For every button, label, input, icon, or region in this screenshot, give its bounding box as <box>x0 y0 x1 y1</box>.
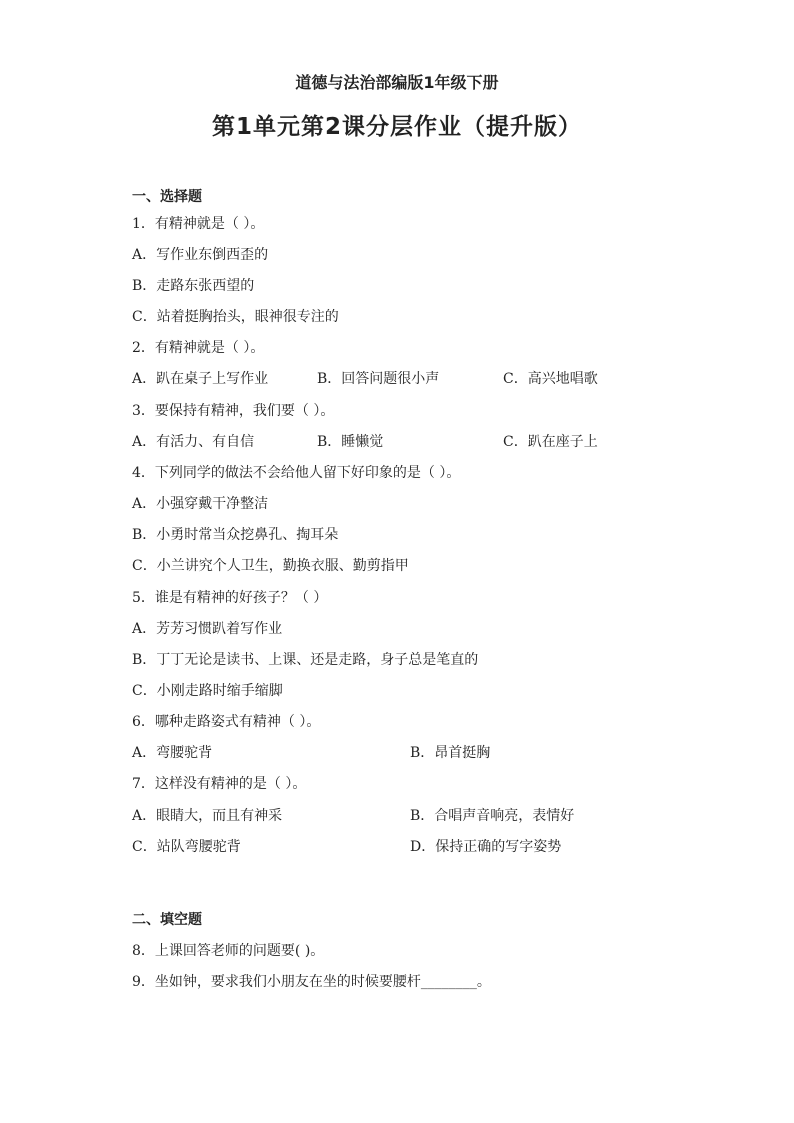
question-4-option-a: A．小强穿戴干净整洁 <box>132 496 269 512</box>
question-3-stem: 3．要保持有精神，我们要（ ）。 <box>132 403 335 419</box>
question-6-option-b: B．昂首挺胸 <box>410 745 491 761</box>
question-7-option-b: B．合唱声音响亮，表情好 <box>410 808 575 824</box>
question-4-option-b: B．小勇时常当众挖鼻孔、掏耳朵 <box>132 527 339 543</box>
question-3-option-c: C．趴在座子上 <box>503 434 598 450</box>
question-1-option-a: A．写作业东倒西歪的 <box>132 247 269 263</box>
question-5-stem: 5．谁是有精神的好孩子？（ ） <box>132 590 328 606</box>
question-1-stem: 1．有精神就是（ ）。 <box>132 216 265 232</box>
question-8-stem: 8．上课回答老师的问题要( )。 <box>132 943 325 959</box>
question-7-option-a: A．眼睛大，而且有神采 <box>132 808 283 824</box>
question-2-option-b: B．回答问题很小声 <box>317 371 440 387</box>
question-6-option-a: A．弯腰驼背 <box>132 745 213 761</box>
question-5-option-a: A．芳芳习惯趴着写作业 <box>132 621 283 637</box>
page-title: 第1单元第2课分层作业（提升版） <box>211 114 582 140</box>
question-3-option-a: A．有活力、有自信 <box>132 434 255 450</box>
question-6-stem: 6．哪种走路姿式有精神（ ）。 <box>132 714 321 730</box>
question-2-option-a: A．趴在桌子上写作业 <box>132 371 269 387</box>
page-subtitle: 道德与法治部编版1年级下册 <box>295 73 499 92</box>
question-3-option-b: B．睡懒觉 <box>317 434 384 450</box>
section-fill-heading: 二、填空题 <box>132 912 202 928</box>
question-9-stem: 9．坐如钟，要求我们小朋友在坐的时候要腰杆________。 <box>132 974 491 990</box>
question-5-option-b: B．丁丁无论是读书、上课、还是走路，身子总是笔直的 <box>132 652 479 668</box>
question-4-option-c: C．小兰讲究个人卫生，勤换衣服、勤剪指甲 <box>132 558 409 574</box>
question-2-option-c: C．高兴地唱歌 <box>503 371 598 387</box>
section-choice-heading: 一、选择题 <box>132 189 202 205</box>
question-5-option-c: C．小刚走路时缩手缩脚 <box>132 683 283 699</box>
question-7-option-d: D．保持正确的写字姿势 <box>410 839 562 855</box>
question-2-stem: 2．有精神就是（ ）。 <box>132 340 265 356</box>
question-1-option-c: C．站着挺胸抬头，眼神很专注的 <box>132 309 339 325</box>
question-7-stem: 7．这样没有精神的是（ ）。 <box>132 776 307 792</box>
question-1-option-b: B．走路东张西望的 <box>132 278 255 294</box>
question-7-option-c: C．站队弯腰驼背 <box>132 839 241 855</box>
question-4-stem: 4．下列同学的做法不会给他人留下好印象的是（ ）。 <box>132 465 461 481</box>
